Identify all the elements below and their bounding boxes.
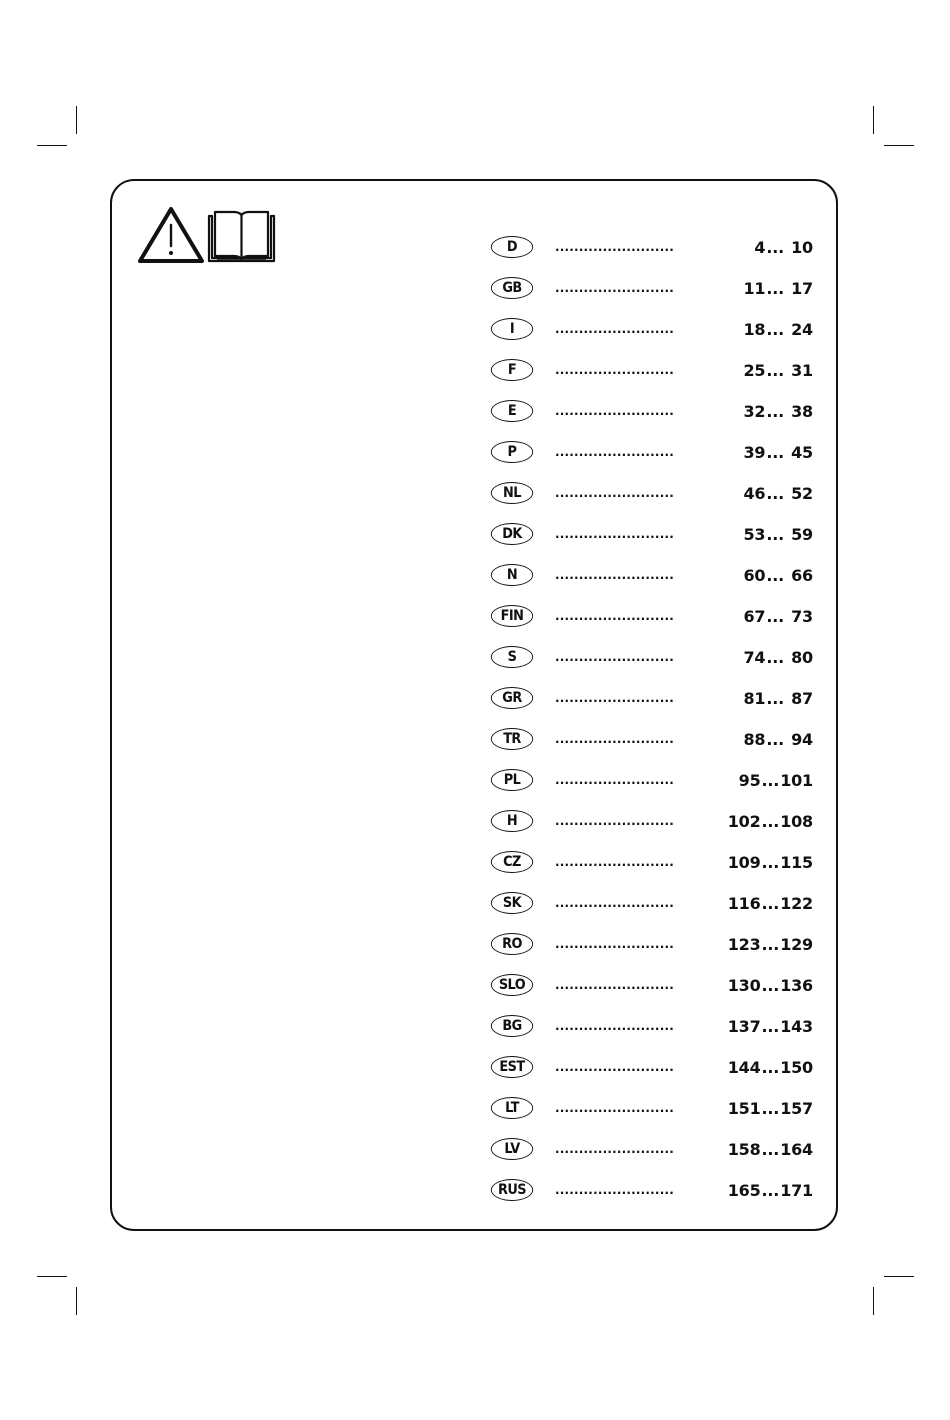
language-badge: F [491,359,533,381]
language-badge: FIN [491,605,533,627]
toc-row [489,851,819,875]
range-separator: ... [761,1016,780,1036]
language-badge: TR [491,728,533,750]
dot-leader: ......................... [555,937,674,951]
range-separator: ... [766,524,784,544]
page-range [719,441,813,463]
page-start: 95 [738,770,761,790]
language-badge: PL [491,769,533,791]
page-range [719,605,813,627]
dot-leader: ......................... [555,978,674,992]
page-range [719,892,813,914]
range-separator: ... [761,934,780,954]
range-separator: ... [766,688,784,708]
toc-row [489,1138,819,1162]
toc-row [489,1179,819,1203]
page-range [719,728,813,750]
language-badge: P [491,441,533,463]
range-separator: ... [761,975,780,995]
page-range [719,851,813,873]
toc-row [489,974,819,998]
page-start: 60 [743,565,766,585]
page-end: 17 [791,278,813,298]
page-end: 115 [780,852,813,872]
dot-leader: ......................... [555,363,674,377]
toc-row [489,646,819,670]
page-start: 11 [743,278,766,298]
page-range [719,359,813,381]
language-badge: H [491,810,533,832]
dot-leader: ......................... [555,1142,674,1156]
crop-mark [37,145,67,146]
dot-leader: ......................... [555,773,674,787]
page-start: 18 [743,319,766,339]
page-range [719,1138,813,1160]
range-separator: ... [761,770,780,790]
language-badge: LV [491,1138,533,1160]
dot-leader: ......................... [555,1019,674,1033]
page-range [719,1179,813,1201]
dot-leader: ......................... [555,691,674,705]
toc-row [489,1015,819,1039]
page-start: 32 [743,401,766,421]
page-end: 157 [780,1098,813,1118]
page-end: 122 [780,893,813,913]
warning-triangle-icon [140,209,202,261]
range-separator: ... [766,278,784,298]
toc-row [489,441,819,465]
language-badge: GR [491,687,533,709]
page-end: 87 [791,688,813,708]
toc-row [489,605,819,629]
page-range [719,769,813,791]
crop-mark [873,106,874,134]
toc-row [489,933,819,957]
page-range [719,1056,813,1078]
page-end: 164 [780,1139,813,1159]
range-separator: ... [766,565,784,585]
page-start: 39 [743,442,766,462]
page-range [719,687,813,709]
toc-row [489,236,819,260]
dot-leader: ......................... [555,404,674,418]
page-range [719,523,813,545]
range-separator: ... [766,606,784,626]
page-end: 80 [791,647,813,667]
language-badge: RO [491,933,533,955]
range-separator: ... [761,1180,780,1200]
dot-leader: ......................... [555,1060,674,1074]
page-range [719,400,813,422]
page-range [719,1097,813,1119]
toc-row [489,687,819,711]
toc-row [489,1056,819,1080]
page-range [719,933,813,955]
page-end: 10 [791,237,813,257]
range-separator: ... [761,811,780,831]
page-end: 136 [780,975,813,995]
language-badge: S [491,646,533,668]
toc-row [489,318,819,342]
page-start: 158 [727,1139,761,1159]
dot-leader: ......................... [555,855,674,869]
crop-mark [873,1287,874,1315]
toc-row [489,277,819,301]
language-badge: E [491,400,533,422]
page-end: 45 [791,442,813,462]
language-badge: GB [491,277,533,299]
toc-row [489,892,819,916]
dot-leader: ......................... [555,240,674,254]
page-end: 108 [780,811,813,831]
page-start: 130 [727,975,761,995]
dot-leader: ......................... [555,486,674,500]
language-badge: N [491,564,533,586]
icons-svg [137,205,277,265]
dot-leader: ......................... [555,322,674,336]
dot-leader: ......................... [555,814,674,828]
page-end: 24 [791,319,813,339]
language-badge: BG [491,1015,533,1037]
toc-row [489,1097,819,1121]
page-range [719,564,813,586]
page-range [719,974,813,996]
page-range [719,482,813,504]
dot-leader: ......................... [555,896,674,910]
dot-leader: ......................... [555,281,674,295]
toc-row [489,564,819,588]
page-end: 73 [791,606,813,626]
dot-leader: ......................... [555,609,674,623]
crop-mark [76,1287,77,1315]
page-end: 101 [780,770,813,790]
range-separator: ... [766,483,784,503]
range-separator: ... [766,237,784,257]
dot-leader: ......................... [555,445,674,459]
header-icons [137,205,277,269]
language-badge: D [491,236,533,258]
toc-row [489,400,819,424]
page-range [719,810,813,832]
toc-row [489,482,819,506]
page-end: 31 [791,360,813,380]
page-start: 116 [727,893,761,913]
page-range [719,646,813,668]
language-badge: DK [491,523,533,545]
page-range [719,277,813,299]
page-end: 150 [780,1057,813,1077]
dot-leader: ......................... [555,568,674,582]
toc-row [489,523,819,547]
page-start: 53 [743,524,766,544]
page-end: 66 [791,565,813,585]
page-end: 171 [780,1180,813,1200]
range-separator: ... [766,442,784,462]
page-range [719,236,813,258]
range-separator: ... [761,1139,780,1159]
range-separator: ... [761,1098,780,1118]
language-badge: I [491,318,533,340]
toc-row [489,359,819,383]
page-range [719,318,813,340]
open-book-icon [209,212,274,261]
range-separator: ... [761,893,780,913]
page-end: 143 [780,1016,813,1036]
dot-leader: ......................... [555,650,674,664]
dot-leader: ......................... [555,527,674,541]
page-start: 123 [727,934,761,954]
crop-mark [884,145,914,146]
page-start: 151 [727,1098,761,1118]
range-separator: ... [766,647,784,667]
page-start: 109 [727,852,761,872]
language-badge: SLO [491,974,533,996]
range-separator: ... [766,319,784,339]
crop-mark [76,106,77,134]
page-end: 38 [791,401,813,421]
page-range [719,1015,813,1037]
page-start: 81 [743,688,766,708]
language-badge: LT [491,1097,533,1119]
dot-leader: ......................... [555,732,674,746]
page-end: 129 [780,934,813,954]
page-start: 4 [754,237,766,257]
language-badge: CZ [491,851,533,873]
page-start: 144 [727,1057,761,1077]
range-separator: ... [766,729,784,749]
page-start: 67 [743,606,766,626]
page-start: 74 [743,647,766,667]
language-badge: SK [491,892,533,914]
dot-leader: ......................... [555,1183,674,1197]
page-start: 46 [743,483,766,503]
range-separator: ... [761,852,780,872]
language-badge: RUS [491,1179,533,1201]
range-separator: ... [766,401,784,421]
page-start: 137 [727,1016,761,1036]
crop-mark [37,1276,67,1277]
language-badge: EST [491,1056,533,1078]
page-end: 59 [791,524,813,544]
page-start: 88 [743,729,766,749]
page-start: 102 [727,811,761,831]
page-end: 52 [791,483,813,503]
page-end: 94 [791,729,813,749]
crop-mark [884,1276,914,1277]
range-separator: ... [766,360,784,380]
toc-row [489,769,819,793]
page-start: 25 [743,360,766,380]
toc-row [489,810,819,834]
language-badge: NL [491,482,533,504]
dot-leader: ......................... [555,1101,674,1115]
toc-row [489,728,819,752]
page-start: 165 [727,1180,761,1200]
range-separator: ... [761,1057,780,1077]
